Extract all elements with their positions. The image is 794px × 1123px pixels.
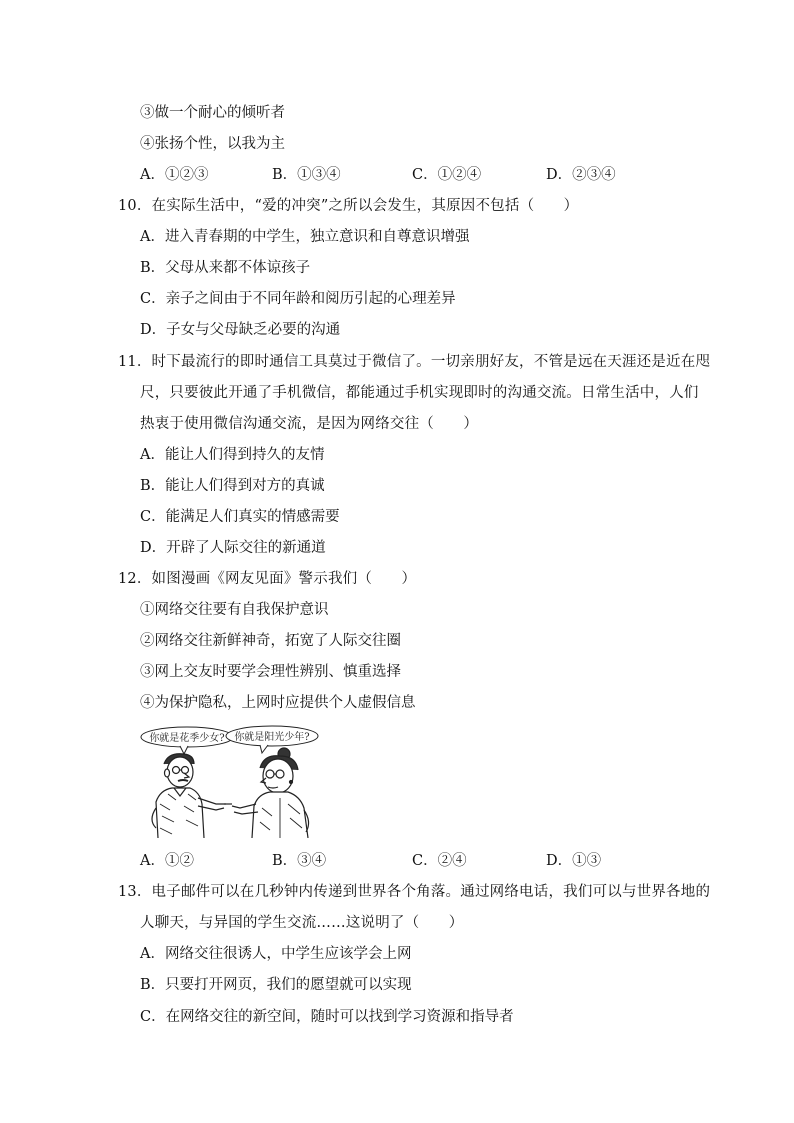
q9-option-d: D．②③④	[546, 167, 616, 183]
q9-option-c: C．①②④	[412, 167, 482, 183]
q11-option-a: A．能让人们得到持久的友情	[140, 447, 325, 463]
q12-item-3: ③网上交友时要学会理性辨别、慎重选择	[140, 664, 401, 680]
q12-stem: 12．如图漫画《网友见面》警示我们（ ）	[118, 571, 417, 587]
q12-option-c: C．②④	[412, 853, 467, 869]
q10-option-a: A．进入青春期的中学生，独立意识和自尊意识增强	[140, 229, 470, 245]
right-figure-woman	[232, 748, 309, 838]
q9-item-4: ④张扬个性，以我为主	[140, 136, 285, 152]
q12-item-2: ②网络交往新鲜神奇，拓宽了人际交往圈	[140, 633, 401, 649]
q11-option-b: B．能让人们得到对方的真诚	[140, 478, 325, 494]
q11-option-c: C．能满足人们真实的情感需要	[140, 509, 340, 525]
q11-stem-line-3: 热衷于使用微信沟通交流，是因为网络交往（ ）	[140, 416, 479, 432]
q12-option-a: A．①②	[140, 853, 194, 869]
q10-stem: 10．在实际生活中，“爱的冲突”之所以会发生，其原因不包括（ ）	[118, 198, 579, 214]
q9-item-3: ③做一个耐心的倾听者	[140, 105, 285, 121]
q13-stem-line-1: 13．电子邮件可以在几秒钟内传递到世界各个角落。通过网络电话，我们可以与世界各地的	[118, 884, 711, 900]
q11-stem-line-1: 11．时下最流行的即时通信工具莫过于微信了。一切亲朋好友，不管是远在天涯还是近在咫	[118, 354, 711, 370]
q9-option-a: A．①②③	[140, 167, 209, 183]
q13-option-b: B．只要打开网页，我们的愿望就可以实现	[140, 977, 412, 993]
bubble-left-text: 你就是花季少女?	[149, 733, 225, 744]
left-figure-man	[152, 754, 232, 838]
speech-bubble-left	[141, 727, 233, 754]
bubble-right-text: 你就是阳光少年?	[234, 732, 310, 743]
cartoon-online-friends-meeting	[140, 724, 340, 838]
q10-option-c: C．亲子之间由于不同年龄和阅历引起的心理差异	[140, 291, 456, 307]
q12-option-b: B．③④	[272, 853, 327, 869]
q10-option-b: B．父母从来都不体谅孩子	[140, 260, 311, 276]
q9-option-b: B．①③④	[272, 167, 341, 183]
q12-item-1: ①网络交往要有自我保护意识	[140, 602, 329, 618]
q13-stem-line-2: 人聊天，与异国的学生交流……这说明了（ ）	[140, 915, 464, 931]
q11-stem-line-2: 尺，只要彼此开通了手机微信，都能通过手机实现即时的沟通交流。日常生活中，人们	[140, 385, 699, 401]
q12-option-d: D．①③	[546, 853, 602, 869]
speech-bubble-right	[226, 726, 318, 753]
q9-options	[140, 165, 660, 185]
q13-option-a: A．网络交往很诱人，中学生应该学会上网	[140, 946, 412, 962]
q11-option-d: D．开辟了人际交往的新通道	[140, 540, 326, 556]
q12-options	[140, 851, 660, 871]
q10-option-d: D．子女与父母缺乏必要的沟通	[140, 322, 341, 338]
q13-option-c: C．在网络交往的新空间，随时可以找到学习资源和指导者	[140, 1009, 514, 1025]
q12-item-4: ④为保护隐私，上网时应提供个人虚假信息	[140, 695, 416, 711]
